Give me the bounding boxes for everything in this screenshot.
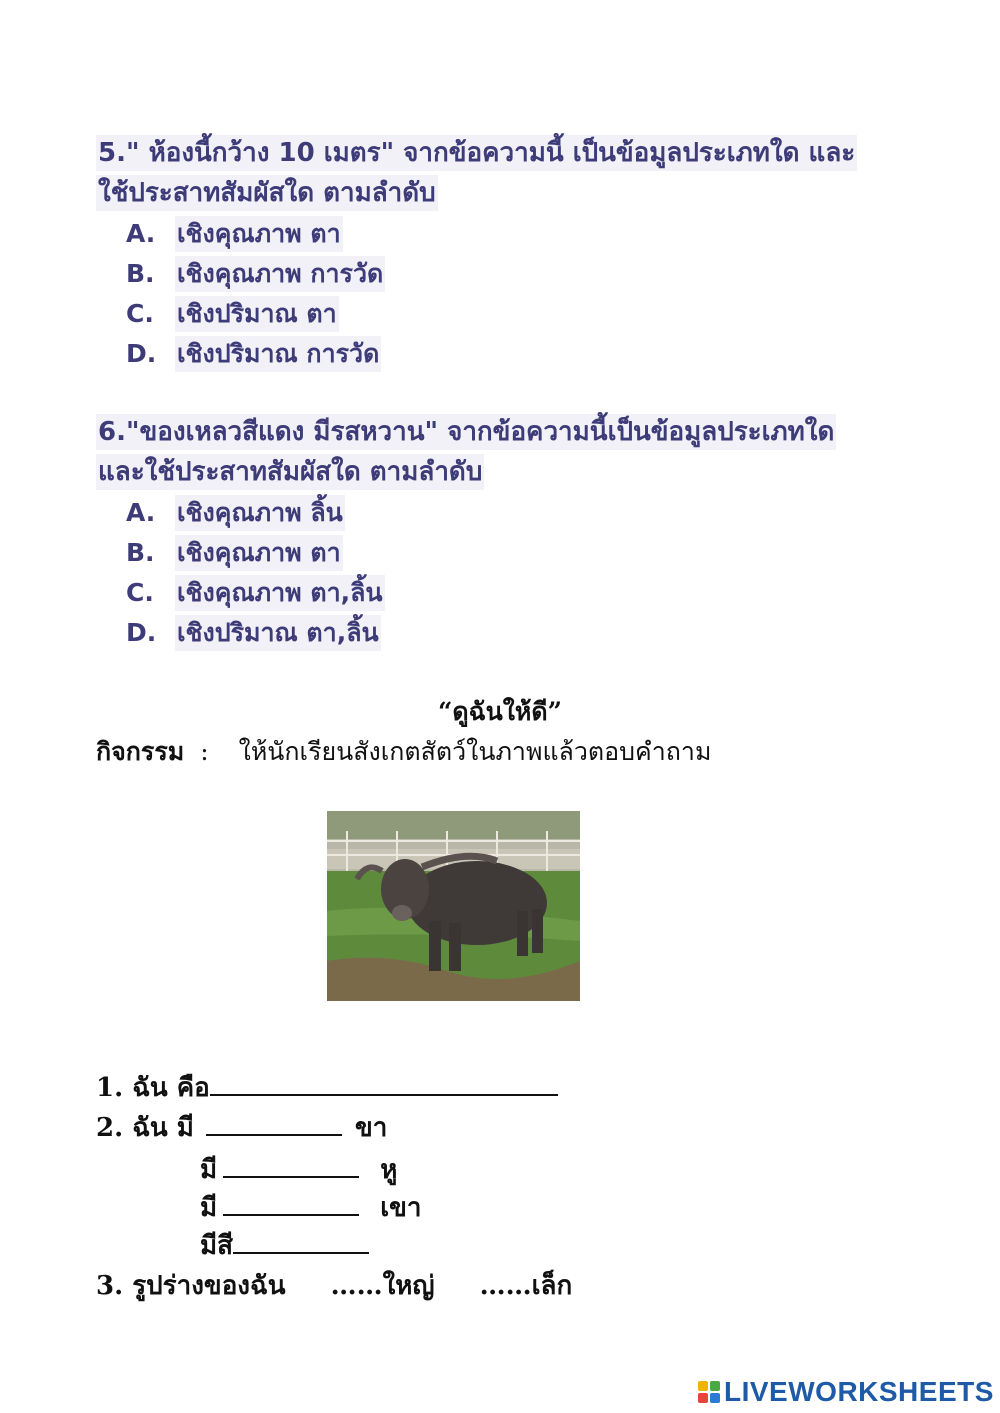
legs-answer-blank[interactable] (206, 1108, 342, 1136)
horns-prefix: มี (200, 1193, 218, 1223)
q5-option-c-letter: C. (126, 299, 154, 328)
color-prefix: มีสี (200, 1231, 234, 1261)
question-3-prefix: 3. รูปร่างของฉัน (96, 1271, 286, 1301)
q5-text-line1: 5." ห้องนี้กว้าง 10 เมตร" จากข้อความนี้ เป็นข้อมูลประเภทใด และ (96, 135, 857, 171)
question-3-row (96, 1268, 572, 1304)
ears-label: หู (380, 1155, 398, 1185)
horns-label: เขา (380, 1193, 422, 1223)
question-1-prefix: 1. ฉัน คือ (96, 1073, 210, 1103)
q6-option-a-text[interactable]: เชิงคุณภาพ ลิ้น (175, 495, 345, 531)
activity-instruction: ให้นักเรียนสังเกตสัตว์ในภาพแล้วตอบคำถาม (238, 737, 712, 766)
question-2-row (96, 1108, 387, 1146)
legs-label: ขา (354, 1113, 388, 1143)
color-row (200, 1226, 369, 1264)
q6-option-b-text[interactable]: เชิงคุณภาพ ตา (175, 535, 343, 571)
q5-option-b-letter: B. (126, 259, 155, 288)
q6-option-c-letter: C. (126, 578, 154, 607)
q6-option-d-letter: D. (126, 618, 157, 647)
q6-text-line1: 6."ของเหลวสีแดง มีรสหวาน" จากข้อความนี้เป็นข้อมูลประเภทใด (96, 414, 836, 450)
q6-text-line2: และใช้ประสาทสัมผัสใด ตามลำดับ (96, 454, 484, 490)
q5-option-d-letter: D. (126, 339, 157, 368)
liveworksheets-brand (698, 1376, 994, 1408)
ears-answer-blank[interactable] (223, 1150, 359, 1178)
ears-prefix: มี (200, 1155, 218, 1185)
q5-option-d-text[interactable]: เชิงปริมาณ การวัด (175, 336, 381, 372)
q6-option-c-text[interactable]: เชิงคุณภาพ ตา,ลิ้น (175, 575, 385, 611)
q6-option-a-letter: A. (126, 498, 156, 527)
question-1-row (96, 1068, 558, 1106)
ears-row (200, 1150, 397, 1188)
q5-text-line2: ใช้ประสาทสัมผัสใด ตามลำดับ (96, 175, 438, 211)
color-answer-blank[interactable] (233, 1226, 369, 1254)
activity-title: “ดูฉันให้ดี” (437, 697, 563, 726)
buffalo-photo (327, 811, 580, 1001)
question-2-prefix: 2. ฉัน มี (96, 1113, 194, 1143)
q5-option-a-letter: A. (126, 219, 156, 248)
activity-colon: : (200, 737, 209, 766)
activity-label: กิจกรรม (96, 737, 185, 766)
q6-option-b-letter: B. (126, 538, 155, 567)
q5-option-a-text[interactable]: เชิงคุณภาพ ตา (175, 216, 343, 252)
liveworksheets-wordmark: LIVEWORKSHEETS (724, 1376, 994, 1407)
horns-answer-blank[interactable] (223, 1188, 359, 1216)
shape-small-option[interactable]: ……เล็ก (479, 1271, 573, 1301)
q5-option-b-text[interactable]: เชิงคุณภาพ การวัด (175, 256, 385, 292)
q6-option-d-text[interactable]: เชิงปริมาณ ตา,ลิ้น (175, 615, 381, 651)
activity-instruction-row (96, 734, 711, 770)
q5-option-c-text[interactable]: เชิงปริมาณ ตา (175, 296, 339, 332)
question-1-answer-blank[interactable] (210, 1068, 558, 1096)
liveworksheets-logo-icon (698, 1381, 720, 1403)
shape-big-option[interactable]: ……ใหญ่ (330, 1271, 435, 1301)
horns-row (200, 1188, 421, 1226)
